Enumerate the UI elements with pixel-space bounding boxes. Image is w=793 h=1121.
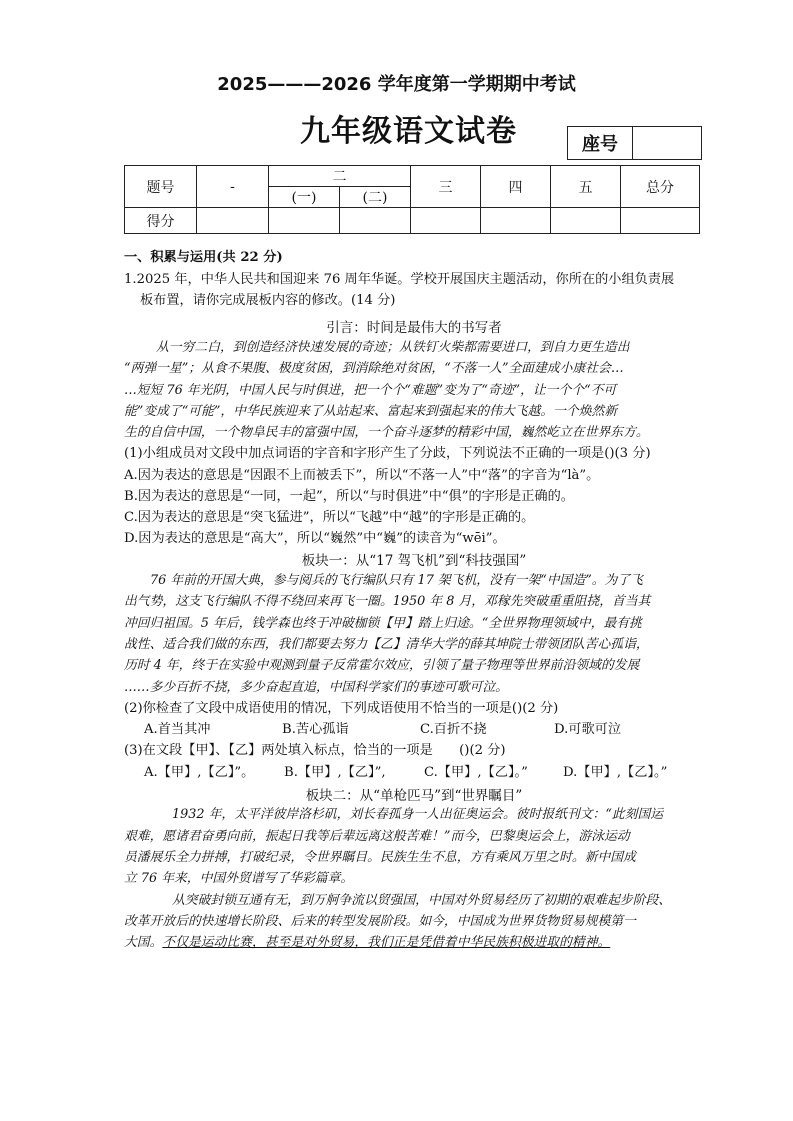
cell-section-2-1: (一) — [269, 187, 340, 208]
seat-value[interactable] — [633, 127, 702, 160]
block-2-title: 板块二：从“单枪匹马”到“世界瞩目” — [305, 788, 523, 804]
block-1-line: 历时 4 年，终于在实验中观测到量子反常霍尔效应，引领了量子物理等世界前沿领域的发展 — [124, 658, 640, 673]
block-1-line: ……多少百折不挠，多少奋起直追，中国科学家们的事迹可歌可泣。 — [124, 680, 508, 695]
block-2-last-line — [124, 933, 704, 954]
block-1-line: 战性、适合我们做的东西，我们都要去努力【乙】清华大学的薛其坤院士带领团队苦心孤诣， — [124, 637, 649, 652]
option-c[interactable]: C.【甲】,【乙】。” — [424, 765, 528, 780]
option-c[interactable]: C.百折不挠 — [420, 722, 487, 737]
seat-label: 座号 — [568, 127, 633, 160]
cell-section-2-2: (二) — [340, 187, 411, 208]
block-1-title: 板块一：从“17 驾飞机”到“科技强国” — [301, 553, 527, 569]
subquestion-3: (3)在文段【甲】、【乙】两处填入标点，恰当的一项是 ()(2 分) — [124, 743, 506, 758]
intro-paragraph-line: 生的自信中国，一个物阜民丰的富强中国，一个奋斗逐梦的精彩中国，巍然屹立在世界东方。 — [124, 425, 649, 440]
cell-section-3: 三 — [411, 166, 481, 208]
intro-paragraph-line: …短短 76 年光阴，中国人民与时俱进，把一个个“难题”变为了“奇迹”，让一个个“不可 — [124, 383, 617, 398]
option-b[interactable]: B.【甲】,【乙】”, — [284, 765, 386, 780]
option-d[interactable]: D.因为表达的意思是“高大”，所以“巍然”中“巍”的读音为“wēi”。 — [124, 531, 506, 546]
block-2-line: 艰难，愿诸君奋勇向前，振起日我等后辈远离这般苦难！”而今，巴黎奥运会上，游泳运动 — [124, 829, 630, 844]
option-a[interactable]: A.【甲】,【乙】”。 — [144, 765, 255, 780]
block-1-line: 冲回归祖国。5 年后，钱学森也终于冲破枷锁【甲】踏上归途。“全世界物理领域中，最有挑 — [124, 616, 642, 631]
block-2-line: 员潘展乐全力拼搏，打破纪录，令世界瞩目。民族生生不息，方有乘风万里之时。新中国成 — [124, 850, 636, 865]
score-input-5[interactable] — [551, 208, 621, 234]
intro-paragraph-line: “两弹一星”；从食不果腹、极度贫困，到消除绝对贫困，“不落一人”全面建成小康社会… — [124, 361, 624, 376]
block-2-line: 改革开放后的快速增长阶段、后来的转型发展阶段。如今，中国成为世界货物贸易规模第一 — [124, 914, 636, 929]
cell-score-label: 得分 — [125, 208, 197, 234]
score-input-2-2[interactable] — [340, 208, 411, 234]
block-2-line: 1932 年，太平洋彼岸洛杉矶，刘长春孤身一人出征奥运会。彼时报纸刊文：“此刻国运 — [172, 807, 664, 822]
score-input-2-1[interactable] — [269, 208, 340, 234]
score-input-1[interactable] — [197, 208, 269, 234]
block-2-line-start: 大国。 — [124, 935, 163, 950]
cell-section-2: 二 — [269, 166, 411, 187]
intro-paragraph-line: 能”变成了“可能”，中华民族迎来了从站起来、富起来到强起来的伟大飞越。一个焕然新 — [124, 404, 618, 419]
question-1-stem-cont: 板布置，请你完成展板内容的修改。(14 分) — [140, 293, 396, 308]
score-table — [124, 165, 700, 234]
paper-title: 九年级语文试卷 — [300, 114, 517, 149]
cell-section-5: 五 — [551, 166, 621, 208]
cell-section-1: - — [197, 166, 269, 208]
underlined-sentence: 不仅是运动比赛，甚至是对外贸易，我们正是凭借着中华民族积极进取的精神。 — [162, 935, 611, 950]
option-d[interactable]: D.【甲】,【乙】。” — [563, 765, 668, 780]
cell-total: 总分 — [621, 166, 700, 208]
option-d[interactable]: D.可歌可泣 — [554, 722, 622, 737]
seat-number-box — [567, 126, 702, 160]
subquestion-1: (1)小组成员对文段中加点词语的字音和字形产生了分歧，下列说法不正确的一项是()(3 分) — [124, 446, 651, 461]
score-input-total[interactable] — [621, 208, 700, 234]
block-2-line: 从突破封锁互通有无，到万舸争流以贸强国，中国对外贸易经历了初期的艰难起步阶段、 — [172, 893, 672, 908]
section-heading: 一、积累与运用(共 22 分) — [124, 250, 283, 265]
option-a[interactable]: A.首当其冲 — [144, 722, 211, 737]
option-c[interactable]: C.因为表达的意思是“突飞猛进”，所以“飞越”中“越”的字形是正确的。 — [124, 510, 535, 525]
intro-title: 引言：时间是最伟大的书写者 — [326, 320, 502, 336]
subquestion-2: (2)你检查了文段中成语使用的情况，下列成语使用不恰当的一项是()(2 分) — [124, 701, 559, 716]
score-input-4[interactable] — [481, 208, 551, 234]
option-a[interactable]: A.因为表达的意思是“因跟不上而被丢下”，所以“不落一人”中“落”的字音为“là”。 — [124, 468, 600, 483]
score-input-3[interactable] — [411, 208, 481, 234]
intro-paragraph-line: 从一穷二白，到创造经济快速发展的奇迹；从铁钉火柴都需要进口，到自力更生造出 — [156, 340, 630, 355]
question-1-stem: 1.2025 年，中华人民共和国迎来 76 周年华诞。学校开展国庆主题活动，你所在的小组负责展 — [124, 272, 675, 287]
cell-question-no: 题号 — [125, 166, 197, 208]
cell-section-4: 四 — [481, 166, 551, 208]
block-1-line: 76 年前的开国大典，参与阅兵的飞行编队只有 17 架飞机，没有一架“中国造”。为了飞 — [150, 573, 643, 588]
block-1-line: 出气势，这支飞行编队不得不绕回来再飞一圈。1950 年 8 月，邓稼先突破重重阻挠，首当其 — [124, 594, 651, 609]
exam-title: 2025———2026 学年度第一学期期中考试 — [217, 74, 576, 95]
option-b[interactable]: B.因为表达的意思是“一同，一起”，所以“与时俱进”中“俱”的字形是正确的。 — [124, 489, 574, 504]
option-b[interactable]: B.苦心孤诣 — [282, 722, 349, 737]
block-2-line: 立 76 年来，中国外贸谱写了华彩篇章。 — [124, 871, 354, 886]
